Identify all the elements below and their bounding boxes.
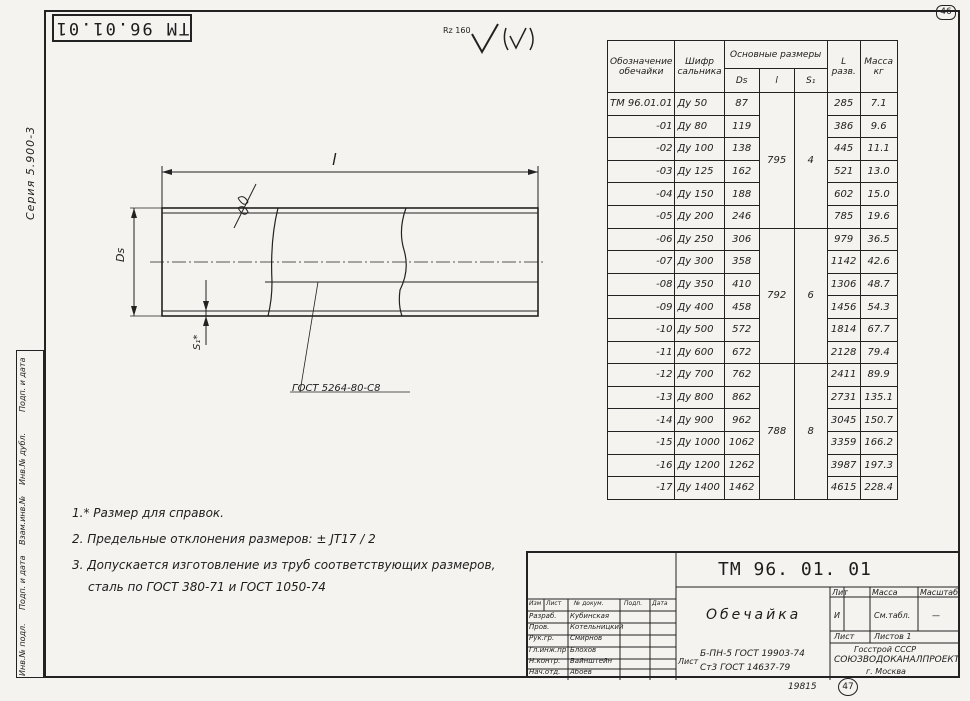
table-cell: Ду 1400 [675, 477, 724, 500]
table-cell: 3987 [827, 454, 860, 477]
table-cell: Ду 125 [675, 160, 724, 183]
table-cell: 162 [724, 160, 759, 183]
role-name: Кубинская [570, 612, 610, 620]
table-cell: Ду 250 [675, 228, 724, 251]
table-cell: 228.4 [860, 477, 897, 500]
col-head-list: Лист [546, 600, 562, 607]
table-cell: 119 [724, 115, 759, 138]
table-cell: Ду 150 [675, 183, 724, 206]
col-head-izm: Изм [529, 600, 542, 607]
scale-head: Масштаб [920, 588, 959, 597]
table-cell: -09 [608, 296, 675, 319]
note-2: 2. Предельные отклонения размеров: ± JT17 / 2 [72, 532, 376, 546]
table-row [608, 138, 898, 161]
mass-head: Масса [872, 588, 898, 597]
pipe-drawing [110, 150, 560, 410]
side-label-5: Подп. и дата [18, 357, 27, 412]
role-name: Блохов [570, 645, 597, 654]
table-cell: 188 [724, 183, 759, 206]
table-cell: 1456 [827, 296, 860, 319]
table-cell: -01 [608, 115, 675, 138]
col-cipher: Шифр сальника [675, 41, 724, 93]
series-label: Серия 5.900-3 [24, 125, 37, 220]
table-cell: 762 [724, 364, 759, 387]
table-cell: 862 [724, 386, 759, 409]
table-cell: 2731 [827, 386, 860, 409]
table-row [608, 477, 898, 500]
table-cell: -07 [608, 251, 675, 274]
table-cell: -14 [608, 409, 675, 432]
material-1: Б-ПН-5 ГОСТ 19903-74 [700, 649, 805, 659]
dim-length-label: l [332, 150, 337, 169]
table-cell: Ду 100 [675, 138, 724, 161]
table-cell: 19.6 [860, 205, 897, 228]
table-cell: 1142 [827, 251, 860, 274]
table-cell: -11 [608, 341, 675, 364]
table-cell: 445 [827, 138, 860, 161]
col-designation: Обозначение обечайки [608, 41, 675, 93]
table-row [608, 341, 898, 364]
table-cell: 3045 [827, 409, 860, 432]
table-cell: 8 [794, 364, 827, 500]
roughness-symbol [470, 22, 540, 56]
role-name: Абоев [570, 668, 592, 676]
table-cell: 79.4 [860, 341, 897, 364]
notes [72, 500, 495, 596]
col-s1: S₁ [794, 69, 827, 93]
table-cell: 1462 [724, 477, 759, 500]
material-2: Ст3 ГОСТ 14637-79 [700, 663, 791, 673]
title-block [526, 551, 960, 678]
table-cell: 2411 [827, 364, 860, 387]
table-cell: -16 [608, 454, 675, 477]
table-cell: 246 [724, 205, 759, 228]
note-3: 3. Допускается изготовление из труб соответствующих размеров, [72, 558, 496, 572]
table-cell: 87 [724, 93, 759, 116]
side-label-3: Взам.инв.№ [18, 495, 27, 545]
table-cell: 602 [827, 183, 860, 206]
lit-head: Лит [832, 588, 848, 597]
table-cell: Ду 800 [675, 386, 724, 409]
table-cell: 795 [759, 93, 794, 229]
table-cell: 386 [827, 115, 860, 138]
role-label: Гл.инж.пр [529, 645, 567, 654]
footer-circle: 47 [838, 678, 858, 696]
table-row [608, 454, 898, 477]
table-cell: 1814 [827, 318, 860, 341]
table-cell: Ду 200 [675, 205, 724, 228]
table-cell: 1262 [724, 454, 759, 477]
table-cell: Ду 50 [675, 93, 724, 116]
part-name: Обечайка [706, 607, 802, 623]
col-head-date: Дата [652, 600, 668, 607]
table-cell: 1306 [827, 273, 860, 296]
table-cell: Ду 1000 [675, 431, 724, 454]
table-cell: 13.0 [860, 160, 897, 183]
table-cell: Ду 600 [675, 341, 724, 364]
specification-table [607, 40, 898, 500]
lit-value: И [834, 611, 840, 620]
table-cell: Ду 350 [675, 273, 724, 296]
table-cell: 11.1 [860, 138, 897, 161]
table-row [608, 160, 898, 183]
table-cell: Ду 900 [675, 409, 724, 432]
note-4: сталь по ГОСТ 380-71 и ГОСТ 1050-74 [88, 580, 326, 594]
side-label-2: Подп. и дата [18, 555, 27, 610]
org-1: Госстрой СССР [854, 645, 917, 654]
table-row [608, 205, 898, 228]
table-row [608, 318, 898, 341]
table-cell: 3359 [827, 431, 860, 454]
table-cell: -13 [608, 386, 675, 409]
role-label: Н.контр. [529, 656, 561, 665]
sheet-head: Лист [834, 632, 855, 641]
table-cell: 572 [724, 318, 759, 341]
table-cell: 458 [724, 296, 759, 319]
col-length: L разв. [827, 41, 860, 93]
table-cell: 792 [759, 228, 794, 364]
table-cell: 285 [827, 93, 860, 116]
note-1: 1.* Размер для справок. [72, 506, 224, 520]
table-cell: 7.1 [860, 93, 897, 116]
table-cell: 979 [827, 228, 860, 251]
table-cell: Ду 500 [675, 318, 724, 341]
table-cell: 89.9 [860, 364, 897, 387]
table-cell: 166.2 [860, 431, 897, 454]
table-row [608, 364, 898, 387]
col-ds: Ds [724, 69, 759, 93]
table-cell: Ду 700 [675, 364, 724, 387]
table-cell: 67.7 [860, 318, 897, 341]
scale-value: — [932, 611, 940, 620]
table-cell: 785 [827, 205, 860, 228]
role-label: Нач.отд. [529, 668, 561, 676]
table-cell: -17 [608, 477, 675, 500]
table-cell: ТМ 96.01.01 [608, 93, 675, 116]
table-cell: 36.5 [860, 228, 897, 251]
table-cell: 138 [724, 138, 759, 161]
col-l: l [759, 69, 794, 93]
org-2: СОЮЗВОДОКАНАЛПРОЕКТ [834, 655, 960, 665]
table-cell: 42.6 [860, 251, 897, 274]
table-cell: 54.3 [860, 296, 897, 319]
top-stamp: ТМ 96.01.01 [52, 14, 192, 42]
table-cell: -06 [608, 228, 675, 251]
table-cell: 410 [724, 273, 759, 296]
sheet-label-left: Лист [678, 657, 699, 666]
role-label: Разраб. [529, 612, 557, 620]
table-cell: -05 [608, 205, 675, 228]
table-cell: 1062 [724, 431, 759, 454]
table-cell: 4 [794, 93, 827, 229]
mass-value: См.табл. [874, 611, 911, 620]
side-label-4: Инв.№ дубл. [18, 432, 27, 485]
table-cell: -03 [608, 160, 675, 183]
org-3: г. Москва [866, 667, 906, 676]
drawing-code: ТМ 96. 01. 01 [718, 559, 872, 580]
table-cell: 48.7 [860, 273, 897, 296]
table-row [608, 115, 898, 138]
table-cell: Ду 80 [675, 115, 724, 138]
table-row [608, 183, 898, 206]
table-cell: 2128 [827, 341, 860, 364]
table-row [608, 228, 898, 251]
role-name: Вайнштейн [570, 656, 613, 665]
table-row [608, 386, 898, 409]
dim-thickness-label: S₁* [192, 334, 203, 350]
col-mass: Масса кг [860, 41, 897, 93]
table-row [608, 431, 898, 454]
col-head-doc: № докум. [574, 600, 604, 607]
table-cell: 9.6 [860, 115, 897, 138]
table-cell: -10 [608, 318, 675, 341]
table-cell: -12 [608, 364, 675, 387]
table-cell: 358 [724, 251, 759, 274]
table-row [608, 273, 898, 296]
table-cell: 521 [827, 160, 860, 183]
table-cell: 6 [794, 228, 827, 364]
gost-label: ГОСТ 5264-80-С8 [292, 383, 381, 394]
table-row [608, 93, 898, 116]
role-label: Рук.гр. [529, 634, 555, 643]
table-row [608, 409, 898, 432]
table-cell: -04 [608, 183, 675, 206]
role-label: Пров. [529, 623, 550, 632]
table-cell: 306 [724, 228, 759, 251]
side-label-1: Инв.№ подл. [18, 623, 27, 676]
table-cell: 135.1 [860, 386, 897, 409]
table-cell: 197.3 [860, 454, 897, 477]
role-name: Котельницкий [570, 623, 624, 632]
table-cell: 15.0 [860, 183, 897, 206]
table-cell: -15 [608, 431, 675, 454]
col-main-dims: Основные размеры [724, 41, 827, 69]
page-number: 46 [936, 5, 956, 20]
table-cell: Ду 300 [675, 251, 724, 274]
table-cell: Ду 1200 [675, 454, 724, 477]
table-cell: -08 [608, 273, 675, 296]
dim-diameter-label: Ds [114, 247, 127, 262]
sheets-head: Листов 1 [874, 632, 912, 641]
table-cell: 4615 [827, 477, 860, 500]
table-cell: 788 [759, 364, 794, 500]
table-cell: 150.7 [860, 409, 897, 432]
table-cell: Ду 400 [675, 296, 724, 319]
role-name: Смирнов [570, 634, 603, 643]
col-head-sign: Подп. [624, 600, 643, 607]
table-cell: 962 [724, 409, 759, 432]
table-cell: -02 [608, 138, 675, 161]
table-row [608, 251, 898, 274]
table-cell: 672 [724, 341, 759, 364]
roughness-label: Rz 160 [443, 26, 471, 35]
table-row [608, 296, 898, 319]
footer-number: 19815 [788, 682, 817, 692]
